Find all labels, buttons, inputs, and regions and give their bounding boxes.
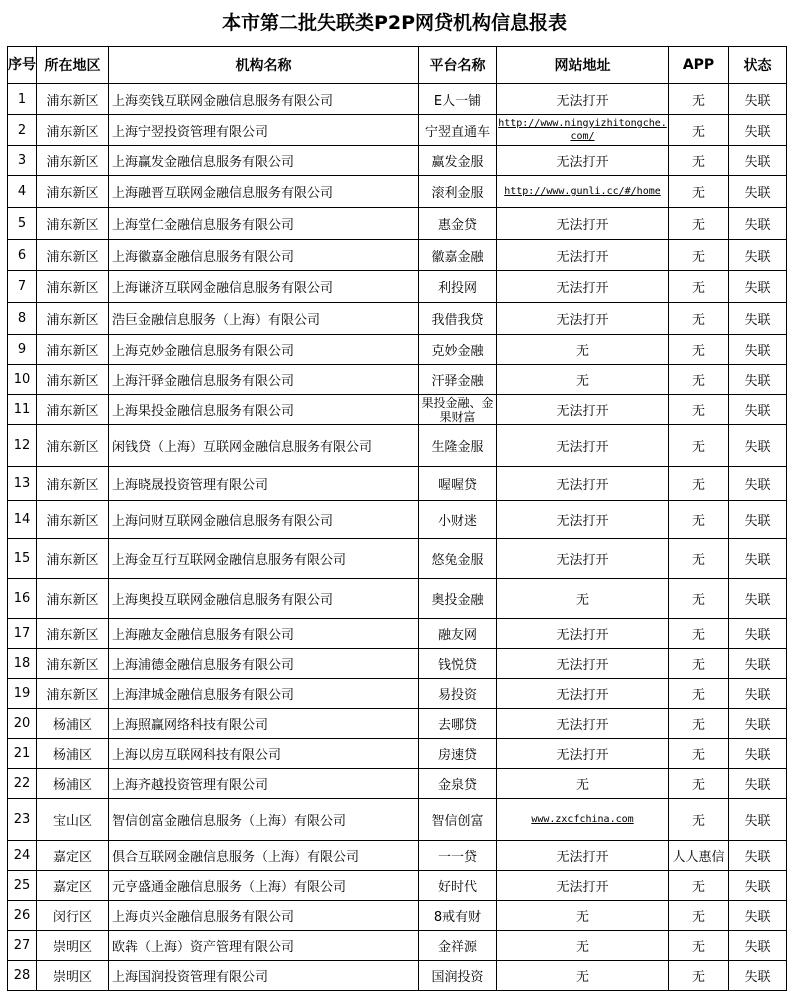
cell-org: 上海堂仁金融信息服务有限公司: [109, 208, 419, 240]
cell-district: 崇明区: [37, 931, 109, 961]
cell-district: 浦东新区: [37, 271, 109, 303]
cell-org: 上海金互行互联网金融信息服务有限公司: [109, 539, 419, 579]
cell-app: 无: [669, 769, 729, 799]
table-row: [8, 901, 787, 931]
cell-website: 无法打开: [497, 240, 669, 271]
cell-app: 无: [669, 739, 729, 769]
cell-seq: 5: [8, 208, 37, 240]
cell-district: 浦东新区: [37, 425, 109, 467]
cell-platform: 悠兔金服: [419, 539, 497, 579]
table-row: [8, 115, 787, 146]
table-row: [8, 84, 787, 115]
cell-org: 上海浦德金融信息服务有限公司: [109, 649, 419, 679]
header-org: 机构名称: [109, 47, 419, 84]
cell-app: 无: [669, 619, 729, 649]
cell-website: 无: [497, 579, 669, 619]
cell-district: 浦东新区: [37, 115, 109, 146]
cell-platform: 汗驿金融: [419, 365, 497, 395]
cell-org: 欧犇（上海）资产管理有限公司: [109, 931, 419, 961]
cell-org: 上海照赢网络科技有限公司: [109, 709, 419, 739]
cell-platform: 8戒有财: [419, 901, 497, 931]
cell-website: 无法打开: [497, 303, 669, 335]
cell-district: 浦东新区: [37, 539, 109, 579]
cell-website: http://www.ningyizhitongche.com/: [497, 115, 669, 146]
cell-status: 失联: [729, 425, 787, 467]
cell-org: 浩巨金融信息服务（上海）有限公司: [109, 303, 419, 335]
table-row: [8, 539, 787, 579]
cell-seq: 13: [8, 467, 37, 501]
cell-district: 浦东新区: [37, 365, 109, 395]
cell-org: 上海融晋互联网金融信息服务有限公司: [109, 176, 419, 208]
cell-seq: 25: [8, 871, 37, 901]
cell-district: 浦东新区: [37, 303, 109, 335]
cell-platform: 奥投金融: [419, 579, 497, 619]
table-row: [8, 841, 787, 871]
cell-website: 无法打开: [497, 709, 669, 739]
cell-seq: 6: [8, 240, 37, 271]
table-row: [8, 395, 787, 425]
cell-app: 无: [669, 679, 729, 709]
cell-platform: 利投网: [419, 271, 497, 303]
cell-org: 智信创富金融信息服务（上海）有限公司: [109, 799, 419, 841]
cell-status: 失联: [729, 799, 787, 841]
cell-seq: 2: [8, 115, 37, 146]
cell-district: 浦东新区: [37, 208, 109, 240]
cell-app: 无: [669, 425, 729, 467]
cell-platform: 金泉贷: [419, 769, 497, 799]
cell-org: 上海奕钱互联网金融信息服务有限公司: [109, 84, 419, 115]
cell-district: 浦东新区: [37, 146, 109, 176]
cell-district: 浦东新区: [37, 649, 109, 679]
cell-platform: 钱悦贷: [419, 649, 497, 679]
cell-district: 浦东新区: [37, 679, 109, 709]
cell-app: 无: [669, 395, 729, 425]
cell-org: 上海宁翌投资管理有限公司: [109, 115, 419, 146]
cell-website: 无: [497, 335, 669, 365]
table-row: [8, 176, 787, 208]
cell-app: 无: [669, 539, 729, 579]
cell-seq: 3: [8, 146, 37, 176]
cell-status: 失联: [729, 240, 787, 271]
cell-website: 无法打开: [497, 395, 669, 425]
cell-seq: 19: [8, 679, 37, 709]
table-row: [8, 871, 787, 901]
cell-platform: 滚利金服: [419, 176, 497, 208]
header-platform: 平台名称: [419, 47, 497, 84]
report-title: 本市第二批失联类P2P网贷机构信息报表: [221, 12, 568, 34]
cell-website: 无法打开: [497, 739, 669, 769]
cell-org: 闲钱贷（上海）互联网金融信息服务有限公司: [109, 425, 419, 467]
table-row: [8, 799, 787, 841]
cell-website: 无: [497, 365, 669, 395]
cell-seq: 28: [8, 961, 37, 991]
cell-org: 上海徽嘉金融信息服务有限公司: [109, 240, 419, 271]
cell-app: 无: [669, 467, 729, 501]
cell-platform: 房速贷: [419, 739, 497, 769]
cell-org: 上海赢发金融信息服务有限公司: [109, 146, 419, 176]
table-row: [8, 335, 787, 365]
cell-platform: [419, 395, 497, 425]
cell-platform: 我借我贷: [419, 303, 497, 335]
cell-seq: 4: [8, 176, 37, 208]
table-row: [8, 739, 787, 769]
cell-platform-text: 果投金融、金果财富: [421, 395, 494, 424]
cell-status: 失联: [729, 208, 787, 240]
cell-org: 倶合互联网金融信息服务（上海）有限公司: [109, 841, 419, 871]
cell-seq: 21: [8, 739, 37, 769]
cell-platform: 智信创富: [419, 799, 497, 841]
cell-seq: 15: [8, 539, 37, 579]
cell-org: 上海津城金融信息服务有限公司: [109, 679, 419, 709]
cell-status: 失联: [729, 115, 787, 146]
cell-website: 无: [497, 901, 669, 931]
cell-website: 无法打开: [497, 501, 669, 539]
table-row: [8, 709, 787, 739]
cell-seq: 26: [8, 901, 37, 931]
cell-seq: 14: [8, 501, 37, 539]
cell-status: 失联: [729, 176, 787, 208]
cell-status: 失联: [729, 146, 787, 176]
table-row: [8, 271, 787, 303]
cell-app: 无: [669, 176, 729, 208]
cell-app: 无: [669, 501, 729, 539]
cell-district: 杨浦区: [37, 739, 109, 769]
table-row: [8, 579, 787, 619]
table-row: [8, 931, 787, 961]
table-row: [8, 425, 787, 467]
cell-status: 失联: [729, 739, 787, 769]
header-row: [8, 47, 787, 84]
cell-seq: 12: [8, 425, 37, 467]
cell-app: 无: [669, 649, 729, 679]
cell-org: 上海克妙金融信息服务有限公司: [109, 335, 419, 365]
cell-app: 无: [669, 799, 729, 841]
cell-org: 上海齐越投资管理有限公司: [109, 769, 419, 799]
cell-org: 上海融友金融信息服务有限公司: [109, 619, 419, 649]
cell-status: 失联: [729, 649, 787, 679]
cell-app: 无: [669, 208, 729, 240]
cell-app: 无: [669, 931, 729, 961]
cell-district: 浦东新区: [37, 240, 109, 271]
cell-status: 失联: [729, 901, 787, 931]
table-row: [8, 208, 787, 240]
table-row: [8, 365, 787, 395]
cell-org: 上海问财互联网金融信息服务有限公司: [109, 501, 419, 539]
cell-org: 上海国润投资管理有限公司: [109, 961, 419, 991]
cell-website: 无: [497, 931, 669, 961]
cell-district: 浦东新区: [37, 395, 109, 425]
cell-website: 无法打开: [497, 146, 669, 176]
cell-platform: 徽嘉金融: [419, 240, 497, 271]
cell-status: 失联: [729, 501, 787, 539]
cell-status: 失联: [729, 467, 787, 501]
cell-district: 崇明区: [37, 961, 109, 991]
table-row: [8, 501, 787, 539]
cell-app: 无: [669, 335, 729, 365]
cell-seq: 20: [8, 709, 37, 739]
cell-website: http://www.gunli.cc/#/home: [497, 176, 669, 208]
cell-website: 无法打开: [497, 619, 669, 649]
table-row: [8, 467, 787, 501]
cell-status: 失联: [729, 679, 787, 709]
cell-district: 浦东新区: [37, 467, 109, 501]
cell-app: 无: [669, 146, 729, 176]
cell-status: 失联: [729, 271, 787, 303]
table-row: [8, 961, 787, 991]
table-row: [8, 619, 787, 649]
cell-seq: 24: [8, 841, 37, 871]
cell-district: 闵行区: [37, 901, 109, 931]
cell-status: 失联: [729, 769, 787, 799]
cell-district: 嘉定区: [37, 871, 109, 901]
cell-app: 无: [669, 271, 729, 303]
cell-platform: 小财迷: [419, 501, 497, 539]
cell-app: 无: [669, 579, 729, 619]
cell-platform: 克妙金融: [419, 335, 497, 365]
cell-district: 浦东新区: [37, 335, 109, 365]
cell-seq: 22: [8, 769, 37, 799]
cell-app: 无: [669, 84, 729, 115]
cell-district: 浦东新区: [37, 84, 109, 115]
cell-org: 上海贞兴金融信息服务有限公司: [109, 901, 419, 931]
cell-platform: 赢发金服: [419, 146, 497, 176]
cell-seq: 10: [8, 365, 37, 395]
cell-app: 无: [669, 709, 729, 739]
cell-platform: 易投资: [419, 679, 497, 709]
cell-status: 失联: [729, 709, 787, 739]
cell-status: 失联: [729, 335, 787, 365]
table-row: [8, 240, 787, 271]
cell-platform: 一一贷: [419, 841, 497, 871]
cell-org: 上海汗驿金融信息服务有限公司: [109, 365, 419, 395]
cell-seq: 1: [8, 84, 37, 115]
header-seq: 序号: [8, 47, 37, 84]
cell-app: 无: [669, 240, 729, 271]
cell-platform: 生隆金服: [419, 425, 497, 467]
cell-district: 浦东新区: [37, 579, 109, 619]
cell-seq: 8: [8, 303, 37, 335]
cell-seq: 16: [8, 579, 37, 619]
cell-website: 无法打开: [497, 841, 669, 871]
table-row: [8, 303, 787, 335]
cell-status: 失联: [729, 84, 787, 115]
table-body: [8, 84, 787, 991]
cell-website: 无法打开: [497, 871, 669, 901]
header-district: 所在地区: [37, 47, 109, 84]
cell-platform: 国润投资: [419, 961, 497, 991]
cell-district: 宝山区: [37, 799, 109, 841]
cell-platform: 融友网: [419, 619, 497, 649]
cell-status: 失联: [729, 303, 787, 335]
cell-seq: 9: [8, 335, 37, 365]
header-status: 状态: [729, 47, 787, 84]
cell-platform: 宁翌直通车: [419, 115, 497, 146]
cell-website: www.zxcfchina.com: [497, 799, 669, 841]
header-website: 网站地址: [497, 47, 669, 84]
table-row: [8, 649, 787, 679]
cell-district: 浦东新区: [37, 176, 109, 208]
cell-org: 上海奥投互联网金融信息服务有限公司: [109, 579, 419, 619]
cell-website: 无法打开: [497, 425, 669, 467]
cell-status: 失联: [729, 871, 787, 901]
cell-app: 无: [669, 871, 729, 901]
cell-seq: 7: [8, 271, 37, 303]
p2p-lost-contact-table: [7, 46, 787, 991]
cell-seq: 17: [8, 619, 37, 649]
cell-district: 浦东新区: [37, 619, 109, 649]
cell-seq: 18: [8, 649, 37, 679]
cell-platform: 喔喔贷: [419, 467, 497, 501]
cell-website: 无法打开: [497, 84, 669, 115]
cell-app: 无: [669, 961, 729, 991]
cell-status: 失联: [729, 931, 787, 961]
cell-district: 杨浦区: [37, 769, 109, 799]
cell-status: 失联: [729, 619, 787, 649]
cell-status: 失联: [729, 365, 787, 395]
cell-website: 无法打开: [497, 679, 669, 709]
cell-status: 失联: [729, 579, 787, 619]
cell-app: 无: [669, 115, 729, 146]
cell-seq: 23: [8, 799, 37, 841]
cell-website: 无: [497, 961, 669, 991]
cell-app: 无: [669, 303, 729, 335]
cell-website: 无法打开: [497, 467, 669, 501]
cell-org: 上海以房互联网科技有限公司: [109, 739, 419, 769]
table-row: [8, 769, 787, 799]
cell-org: 上海果投金融信息服务有限公司: [109, 395, 419, 425]
cell-district: 嘉定区: [37, 841, 109, 871]
cell-platform: E人一铺: [419, 84, 497, 115]
cell-district: 杨浦区: [37, 709, 109, 739]
cell-website: 无法打开: [497, 271, 669, 303]
cell-platform: 去哪贷: [419, 709, 497, 739]
cell-district: 浦东新区: [37, 501, 109, 539]
cell-website: 无: [497, 769, 669, 799]
cell-org: 上海晓晟投资管理有限公司: [109, 467, 419, 501]
cell-status: 失联: [729, 961, 787, 991]
cell-status: 失联: [729, 539, 787, 579]
cell-app: 人人惠信: [669, 841, 729, 871]
cell-app: 无: [669, 901, 729, 931]
cell-platform: 惠金贷: [419, 208, 497, 240]
cell-platform: 好时代: [419, 871, 497, 901]
table-row: [8, 679, 787, 709]
cell-website: 无法打开: [497, 649, 669, 679]
cell-platform: 金祥源: [419, 931, 497, 961]
header-app: APP: [669, 47, 729, 84]
cell-website: 无法打开: [497, 208, 669, 240]
cell-app: 无: [669, 365, 729, 395]
cell-org: 上海谦济互联网金融信息服务有限公司: [109, 271, 419, 303]
cell-website: 无法打开: [497, 539, 669, 579]
cell-status: 失联: [729, 841, 787, 871]
table-row: [8, 146, 787, 176]
cell-status: 失联: [729, 395, 787, 425]
cell-seq: 27: [8, 931, 37, 961]
cell-seq: 11: [8, 395, 37, 425]
cell-org: 元亨盛通金融信息服务（上海）有限公司: [109, 871, 419, 901]
